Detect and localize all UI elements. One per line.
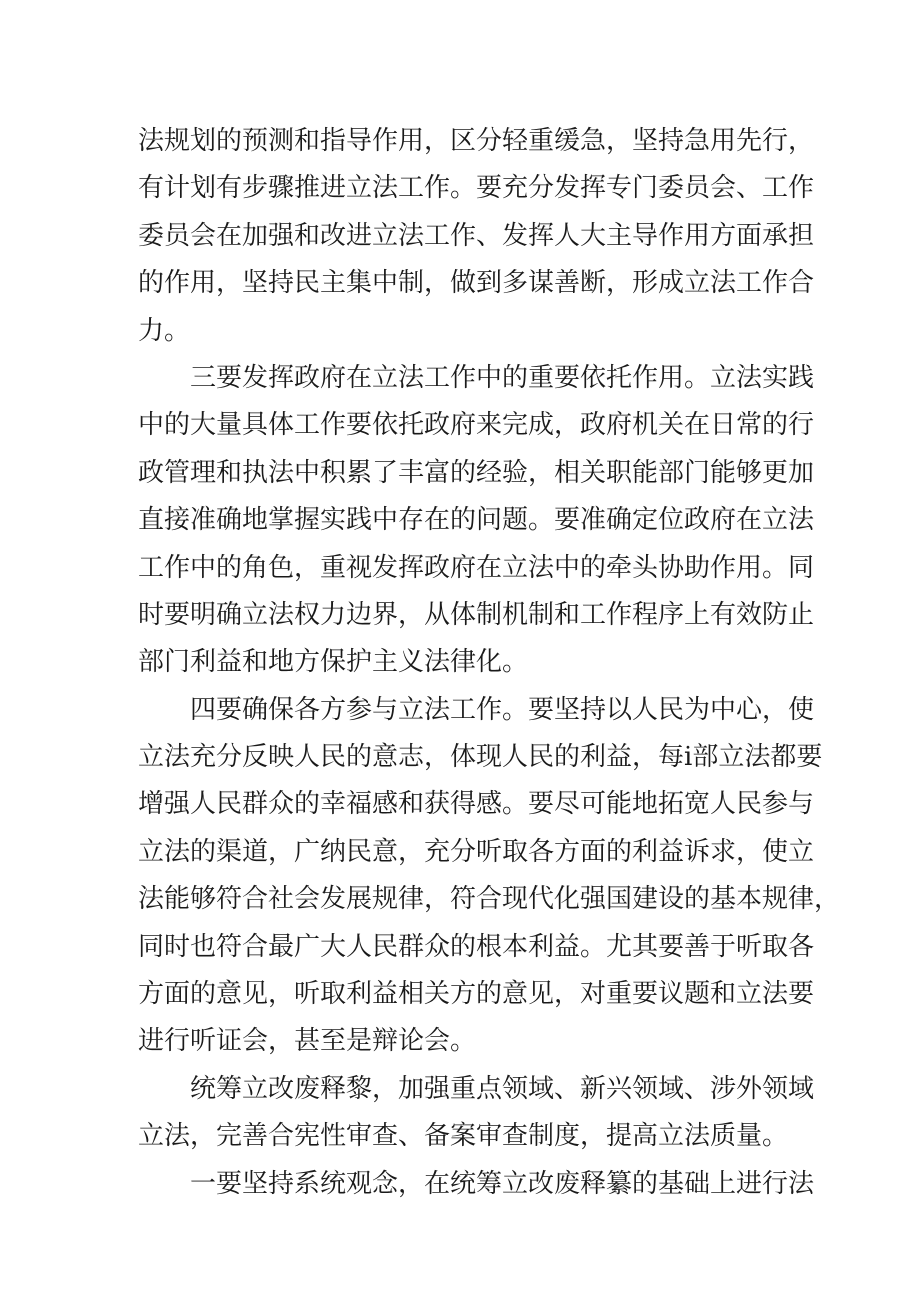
text-line: 法规划的预测和指导作用，区分轻重缓急，坚持急用先行， (138, 126, 815, 156)
text-line: 工作中的角色，重视发挥政府在立法中的牵头协助作用。同 (138, 552, 815, 583)
text-line: 进行听证会，甚至是辩论会。 (138, 1026, 477, 1057)
text-line: 委员会在加强和改进立法工作、发挥人大主导作用方面承担 (138, 220, 815, 251)
text-line: 力。 (138, 315, 191, 346)
text-line: 有计划有步骤推进立法工作。要充分发挥专门委员会、工作 (138, 173, 815, 204)
text-line: 中的大量具体工作要依托政府来完成，政府机关在日常的行 (138, 410, 815, 441)
text-line: 三要发挥政府在立法工作中的重要依托作用。立法实践 (190, 362, 815, 393)
text-line: 方面的意见，听取利益相关方的意见，对重要议题和立法要 (138, 979, 815, 1010)
text-line: 立法的渠道，广纳民意，充分听取各方面的利益诉求，使立 (138, 836, 815, 867)
text-line: 增强人民群众的幸福感和获得感。要尽可能地拓宽人民参与 (138, 789, 815, 820)
text-line: 的作用，坚持民主集中制，做到多谋善断，形成立法工作合 (138, 268, 815, 299)
text-line: 法能够符合社会发展规律，符合现代化强国建设的基本规律， (138, 884, 841, 915)
text-line: 时要明确立法权力边界，从体制机制和工作程序上有效防止 (138, 599, 815, 630)
text-line: 立法，完善合宪性审查、备案审查制度，提高立法质量。 (138, 1121, 789, 1152)
text-line: 立法充分反映人民的意志，体现人民的利益，每i部立法都要 (138, 742, 823, 773)
text-line: 一要坚持系统观念，在统筹立改废释纂的基础上进行法 (190, 1168, 815, 1199)
document-body-text (138, 118, 841, 1208)
text-line: 部门利益和地方保护主义法律化。 (138, 647, 529, 678)
text-line: 四要确保各方参与立法工作。要坚持以人民为中心，使 (190, 694, 815, 725)
text-line: 统筹立改废释黎，加强重点领域、新兴领域、涉外领域 (190, 1073, 815, 1104)
text-line: 政管理和执法中积累了丰富的经验，相关职能部门能够更加 (138, 457, 815, 488)
text-line: 直接准确地掌握实践中存在的问题。要准确定位政府在立法 (138, 505, 815, 536)
text-line: 同时也符合最广大人民群众的根本利益。尤其要善于听取各 (138, 931, 815, 962)
